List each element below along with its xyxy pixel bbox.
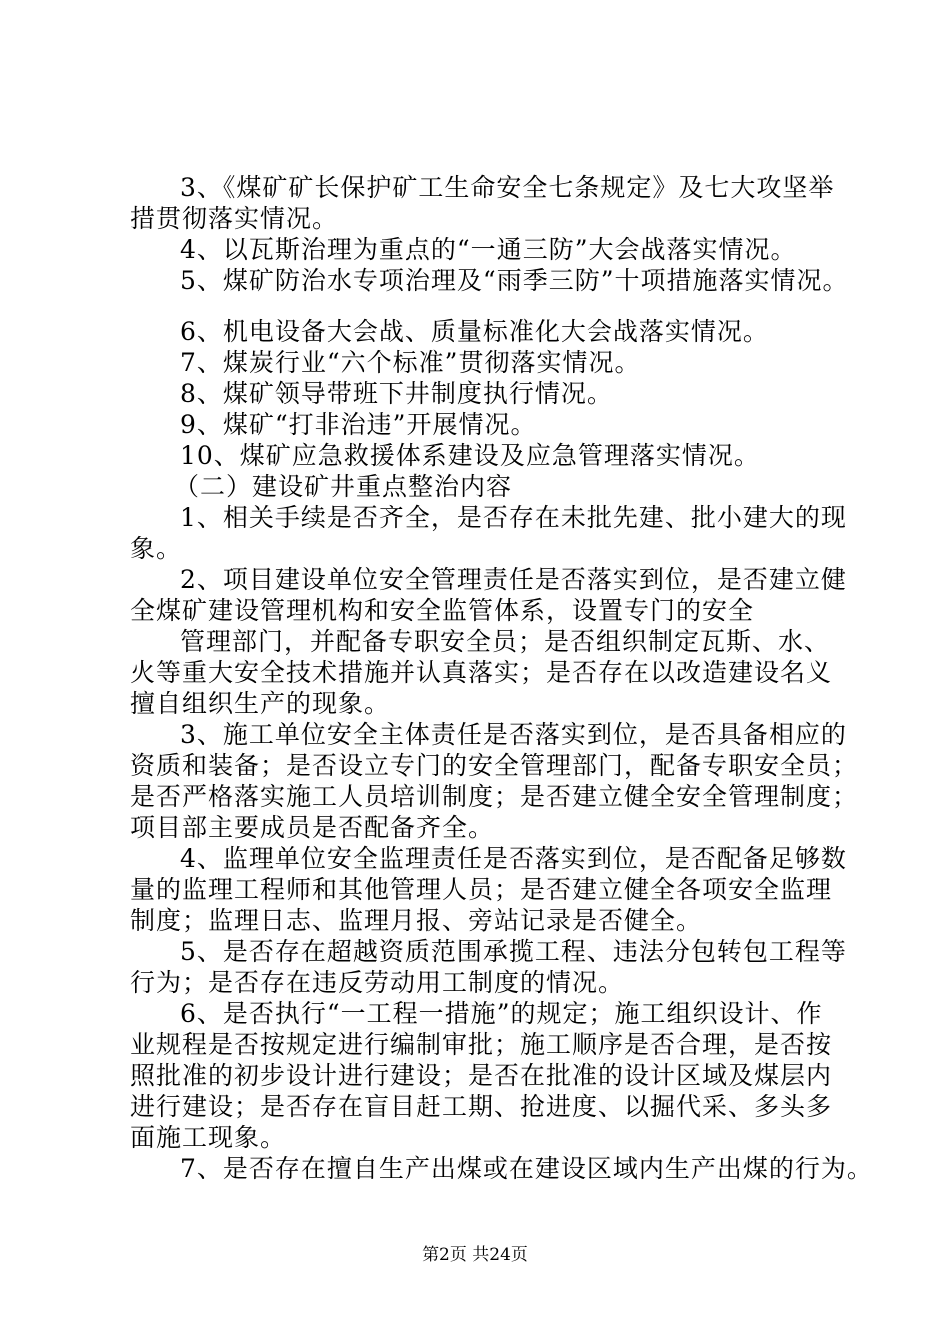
- page-number: 第2页 共24页: [422, 1245, 528, 1265]
- text-line: 量的监理工程师和其他管理人员；是否建立健全各项安全监理: [130, 875, 833, 904]
- text-line: 4、以瓦斯治理为重点的“一通三防”大会战落实情况。: [180, 235, 797, 264]
- section-heading: （二）建设矿井重点整治内容: [174, 472, 513, 501]
- text-line: 5、是否存在超越资质范围承揽工程、违法分包转包工程等: [180, 937, 847, 966]
- text-line: 象。: [130, 534, 183, 563]
- text-line: 全煤矿建设管理机构和安全监管体系，设置专门的安全: [130, 596, 755, 625]
- text-line: 照批准的初步设计进行建设；是否在批准的设计区域及煤层内: [130, 1061, 833, 1090]
- text-line: 3、施工单位安全主体责任是否落实到位，是否具备相应的: [180, 720, 847, 749]
- paragraph-gap: [130, 296, 850, 316]
- text-line: 10、煤矿应急救援体系建设及应急管理落实情况。: [180, 441, 760, 470]
- text-line: 管理部门，并配备专职安全员；是否组织制定瓦斯、水、: [180, 627, 831, 656]
- text-line: 项目部主要成员是否配备齐全。: [130, 813, 495, 842]
- document-body: [130, 172, 873, 1184]
- text-line: 进行建设；是否存在盲目赶工期、抢进度、以掘代采、多头多: [130, 1092, 833, 1121]
- text-line: 7、煤炭行业“六个标准”贯彻落实情况。: [180, 348, 641, 377]
- text-line: 7、是否存在擅自生产出煤或在建设区域内生产出煤的行为。: [180, 1154, 873, 1183]
- text-line: 8、煤矿领导带班下井制度执行情况。: [180, 379, 613, 408]
- text-line: 6、机电设备大会战、质量标准化大会战落实情况。: [180, 317, 769, 346]
- text-line: 制度；监理日志、监理月报、旁站记录是否健全。: [130, 906, 703, 935]
- text-line: 3、《煤矿矿长保护矿工生命安全七条规定》及七大攻坚举: [180, 173, 835, 202]
- text-line: 2、项目建设单位安全管理责任是否落实到位，是否建立健: [180, 565, 847, 594]
- text-line: 行为；是否存在违反劳动用工制度的情况。: [130, 968, 625, 997]
- text-line: 9、煤矿“打非治违”开展情况。: [180, 410, 537, 439]
- text-line: 业规程是否按规定进行编制审批；施工顺序是否合理，是否按: [130, 1030, 833, 1059]
- text-line: 面施工现象。: [130, 1123, 287, 1152]
- text-line: 擅自组织生产的现象。: [130, 689, 391, 718]
- text-line: 4、监理单位安全监理责任是否落实到位，是否配备足够数: [180, 844, 847, 873]
- text-line: 5、煤矿防治水专项治理及“雨季三防”十项措施落实情况。: [180, 266, 849, 295]
- text-line: 1、相关手续是否齐全，是否存在未批先建、批小建大的现: [180, 503, 847, 532]
- text-line: 火等重大安全技术措施并认真落实；是否存在以改造建设名义: [130, 658, 833, 687]
- text-line: 是否严格落实施工人员培训制度；是否建立健全安全管理制度；: [130, 782, 859, 811]
- text-line: 措贯彻落实情况。: [130, 204, 339, 233]
- text-line: 6、是否执行“一工程一措施”的规定；施工组织设计、作: [180, 999, 823, 1028]
- text-line: 资质和装备；是否设立专门的安全管理部门，配备专职安全员；: [130, 751, 859, 780]
